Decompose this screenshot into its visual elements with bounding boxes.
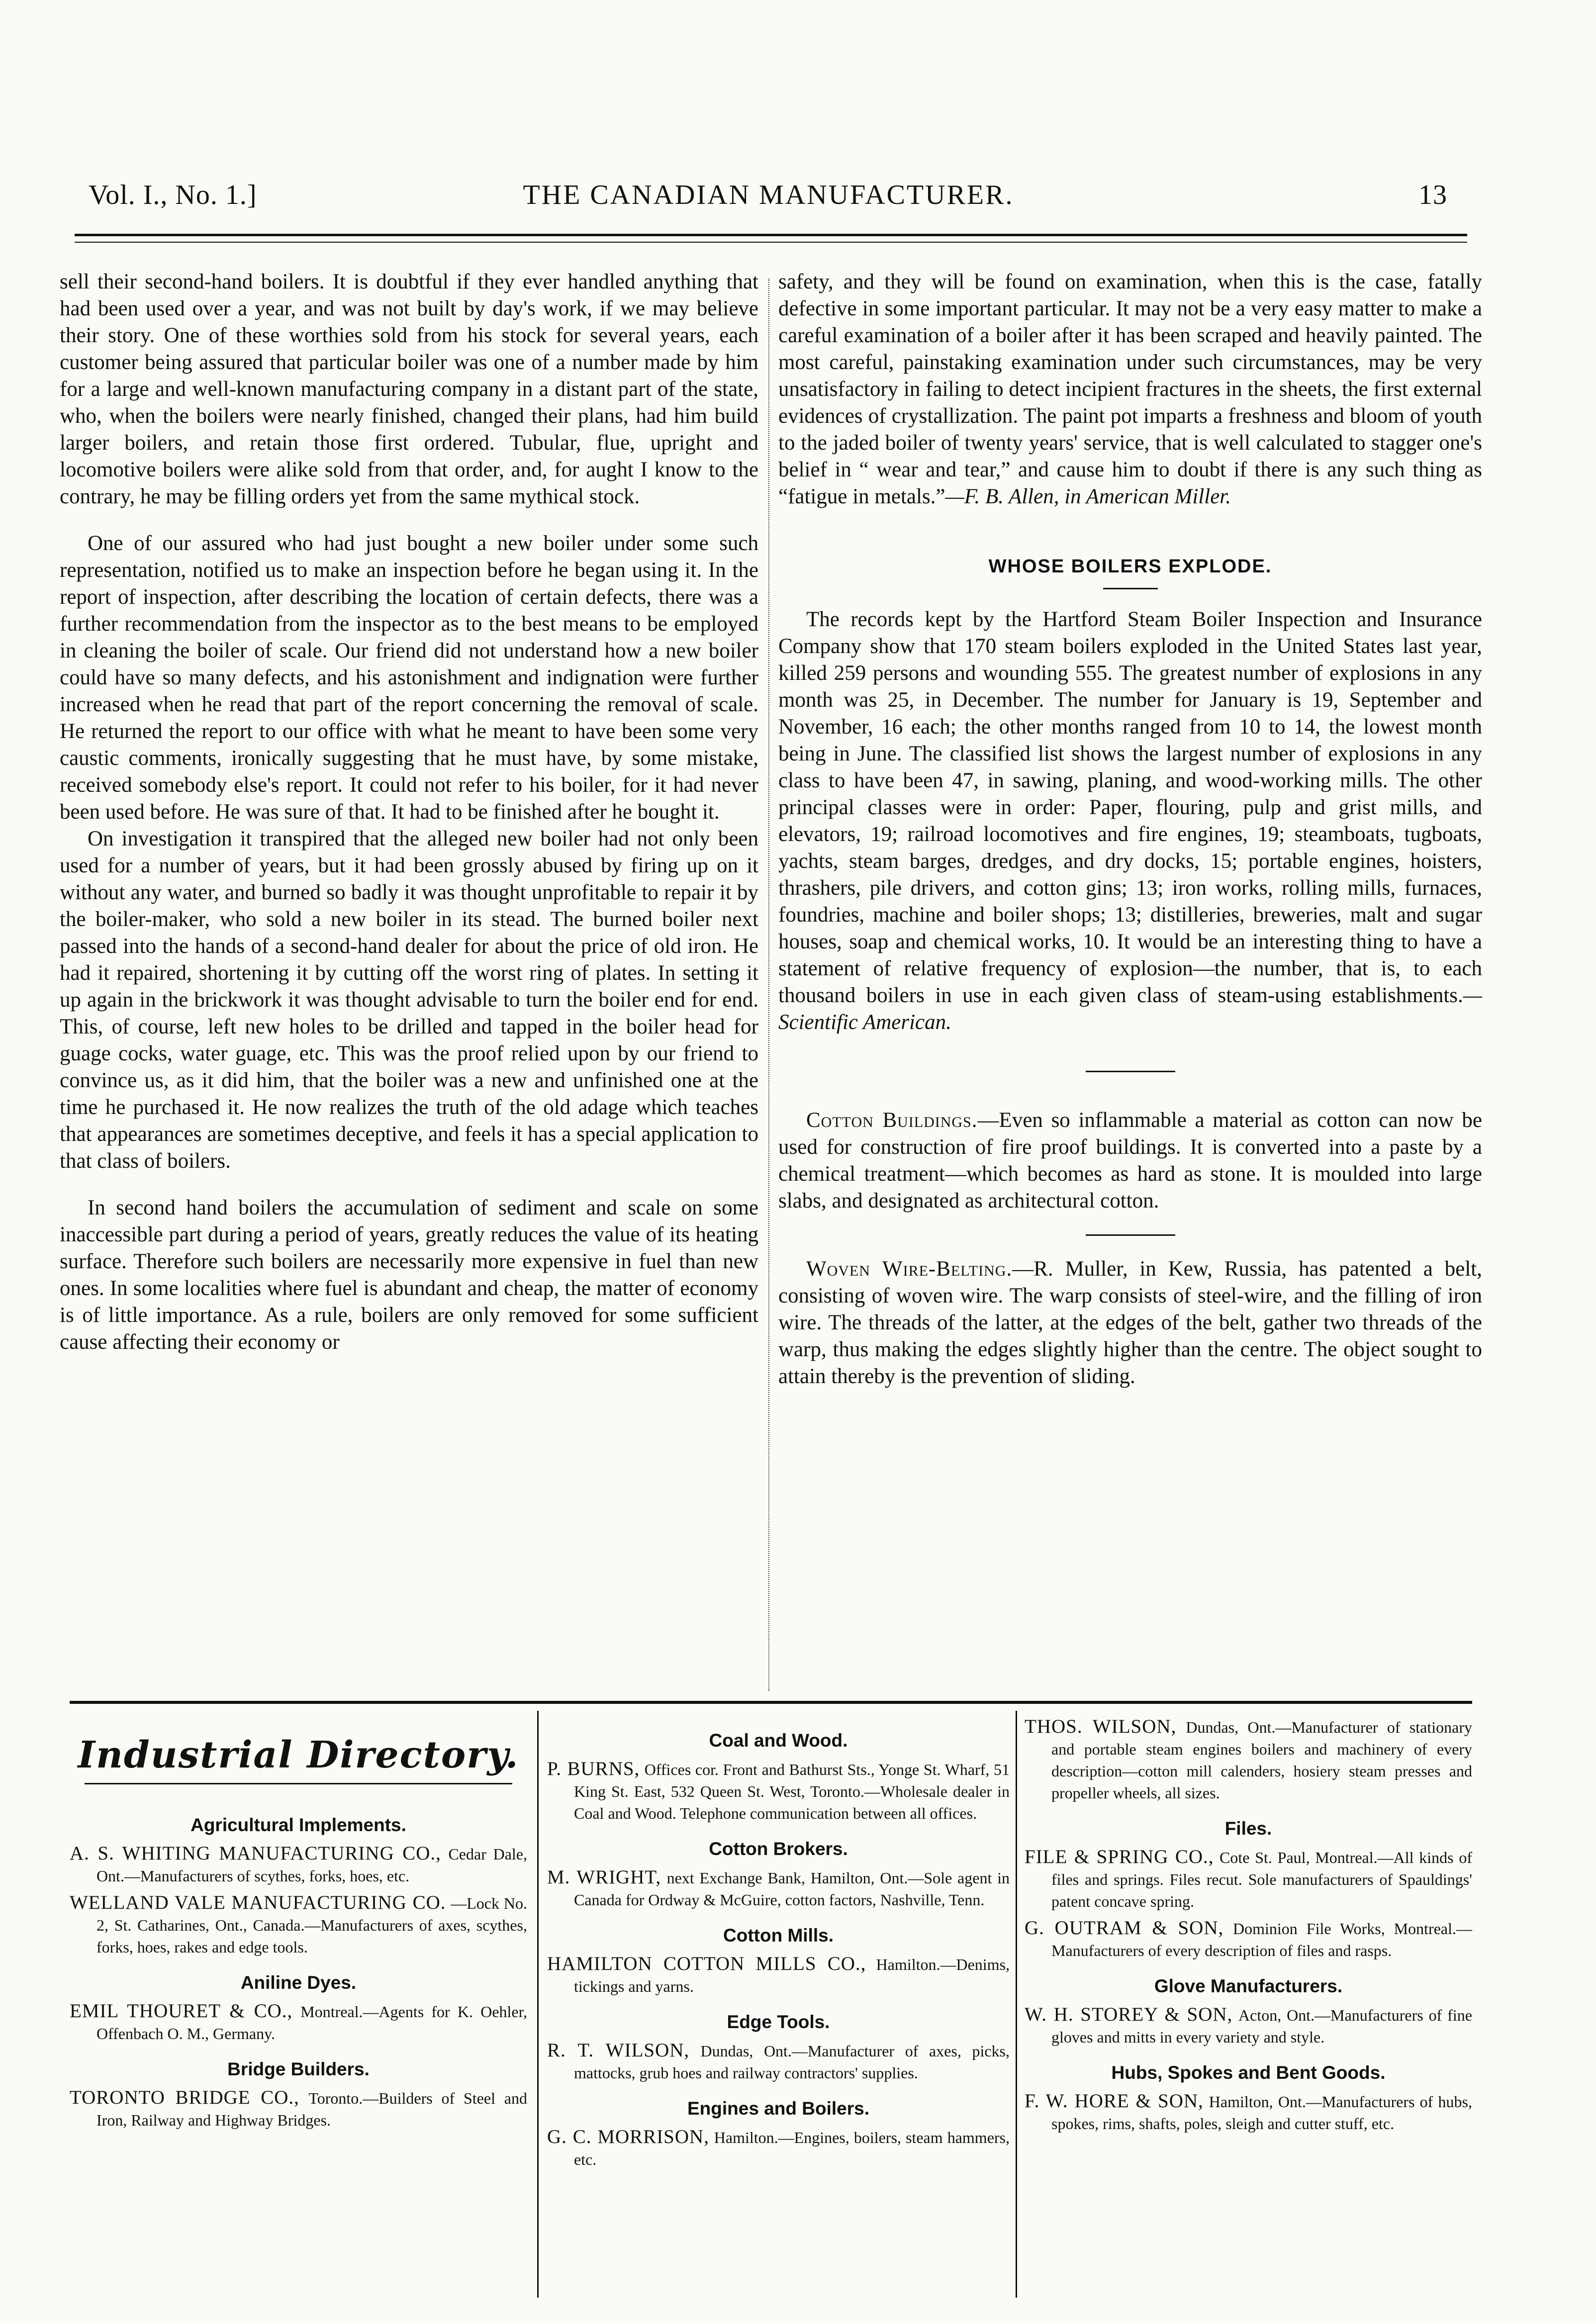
directory-entry [1025,2090,1472,2135]
firm-name: TORONTO BRIDGE CO., [70,2087,299,2108]
firm-description: Offices cor. Front and Bathurst Sts., Yonge St. Wharf, 51 King St. East, 532 Queen St. West, Toronto.—Wholesale dealer in Coal and Wood. Telephone communication between all offices. [574,1761,1010,1822]
directory-entry [547,1758,1010,1824]
paragraph: In second hand boilers the accumulation of sediment and scale on some inaccessible part during a period of years, greatly reduces the value of its heating surface. Therefore such boilers are necessarily more expensive in fuel than new ones. In some localities where fuel is abundant and cheap, the matter of economy is of little importance. As a rule, boilers are only removed for some sufficient cause affecting their economy or [60,1196,758,1354]
firm-name: M. WRIGHT, [547,1866,661,1888]
directory-entry [547,2040,1010,2084]
running-header [75,179,1462,219]
firm-name: R. T. WILSON, [547,2040,690,2061]
directory-category: Edge Tools. [727,2012,830,2032]
source-credit: —Scientific American. [778,984,1482,1034]
directory-category: Cotton Mills. [723,1925,834,1946]
firm-description: next Exchange Bank, Hamilton, Ont.—Sole agent in Canada for Ordway & McGuire, cotton factors, Nashville, Tenn. [574,1869,1010,1909]
title-rule [1103,588,1158,589]
directory-category: Aniline Dyes. [240,1972,357,1993]
directory-column-3 [1025,1716,1472,2308]
volume-number: Vol. I., No. 1.] [89,180,257,210]
firm-description: Cote St. Paul, Montreal.—All kinds of files and springs. Files recut. Sole manufacturers of Spauldings' patent concave spring. [1051,1849,1472,1910]
directory-heading-rule [85,1783,512,1784]
firm-description: Hamilton.—Engines, boilers, steam hammers, etc. [574,2129,1010,2168]
paragraph: One of our assured who had just bought a new boiler under some such representation, notified us to make an inspection before he began using it. In the report of inspection, after describing the location of certain defects, there was a further recommendation from the inspector as to the best means to be employed in cleaning the boiler of scale. Our friend did not understand how a new boiler could have so many defects, and his astonishment and indignation were further increased when he read that part of the report concerning the removal of scale. He returned the report to our office with what he meant to have been some very caustic comments, ironically suggesting that he must have, by some mistake, received somebody else's report. It could not refer to his boiler, for it had never been used before. He was sure of that. It had to be finished after he bought it. [60,532,758,824]
firm-name: THOS. WILSON, [1025,1716,1177,1737]
article-separator [1086,1234,1175,1236]
directory-entry [547,1953,1010,1997]
directory-top-rule [70,1701,1472,1704]
firm-name: WELLAND VALE MANUFACTURING CO. [70,1892,446,1913]
page-number: 13 [1418,180,1447,210]
firm-description: Hamilton, Ont.—Manufacturers of hubs, spokes, rims, shafts, poles, sleigh and cutter stuff, etc. [1051,2093,1473,2133]
directory-entry [70,1843,527,1887]
paragraph-text: safety, and they will be found on examination, when this is the case, fatally defective in some important particular. It may not be a very easy matter to make a careful examination of a boiler after it has been scraped and heavily painted. The most careful, painstaking examination under such circumstances, may be very unsatisfactory in failing to detect incipient fractures in the sheets, the first external evidences of crystallization. The paint pot imparts a freshness and bloom of youth to the jaded boiler of twenty years' service, that is well calculated to stagger one's belief in “ wear and tear,” and cause him to doubt if there is any such thing as “fatigue in metals.” [778,270,1482,508]
paragraph [778,1107,1482,1214]
directory-heading: Industrial Directory. [78,1734,519,1776]
firm-name: F. W. HORE & SON, [1025,2090,1204,2112]
paragraph [778,606,1482,1036]
directory-category: Hubs, Spokes and Bent Goods. [1111,2062,1386,2083]
directory-column-separator [537,1711,539,2298]
firm-description: —Lock No. 2, St. Catharines, Ont., Canada.—Manufacturers of axes, scythes, forks, hoes, rakes and edge tools. [96,1894,528,1956]
firm-description: Dominion File Works, Montreal.—Manufacturers of every description of files and rasps. [1051,1920,1473,1959]
firm-name: W. H. STOREY & SON, [1025,2004,1233,2025]
directory-category: Cotton Brokers. [709,1839,848,1859]
article-title: WHOSE BOILERS EXPLODE. [988,556,1272,577]
firm-description: Dundas, Ont.—Manufacturer of axes, picks, mattocks, grub hoes and railway contractors' supplies. [574,2042,1010,2082]
directory-category: Agricultural Implements. [190,1815,406,1835]
directory-category: Glove Manufacturers. [1154,1976,1343,1996]
directory-column-separator [1016,1711,1017,2298]
article-separator [1086,1071,1175,1072]
directory-category: Files. [1224,1818,1272,1839]
firm-name: EMIL THOURET & CO., [70,2000,293,2022]
publication-title: THE CANADIAN MANUFACTURER. [523,180,1014,210]
source-credit: —F. B. Allen, in American Miller. [945,485,1231,508]
directory-entry [70,2000,527,2044]
firm-name: G. C. MORRISON, [547,2126,709,2147]
directory-entry [1025,1917,1472,1961]
directory-entry [547,1866,1010,1911]
firm-description: Cedar Dale, Ont.—Manufacturers of scythes, forks, hoes, etc. [96,1845,528,1885]
firm-description: Hamilton.—Denims, tickings and yarns. [574,1955,1010,1995]
directory-entry [70,2087,527,2131]
directory-column-1 [70,1716,527,2308]
paragraph: On investigation it transpired that the alleged new boiler had not only been used for a number of years, but it had been grossly abused by firing up on it without any water, and burned so badly it was thought unprofitable to repair it by the boiler-maker, who sold a new boiler in its stead. The burned boiler next passed into the hands of a second-hand dealer for about the price of old iron. He had it repaired, shortening it by cutting off the worst ring of plates. In setting it up again in the brickwork it was thought advisable to turn the boiler end for end. This, of course, left new holes to be drilled and tapped in the boiler head for guage cocks, water guage, etc. This was the proof relied upon by our friend to convince us, as it did him, that the boiler was a new and unfinished one at the time he purchased it. He now realizes the truth of the old adage which teaches that appearances are sometimes deceptive, and feels it has a special application to that class of boilers. [60,827,758,1173]
directory-category: Coal and Wood. [709,1730,848,1751]
directory-entry [1025,2004,1472,2048]
header-rule-bottom [75,242,1467,243]
firm-name: FILE & SPRING CO., [1025,1846,1214,1867]
directory-list [70,1814,527,2131]
paragraph: sell their second-hand boilers. It is doubtful if they ever handled anything that had been used over a year, and was not built by day's work, if we may believe their story. One of these worthies sold from his stock for several years, each customer being assured that particular boiler was one of a number made by him for a large and well-known manufacturing company in a distant part of the state, who, when the boilers were nearly finished, changed their plans, had him build larger boilers, and retain those first ordered. Tubular, flue, upright and locomotive boilers were alike sold from that order, and, for aught I know to the contrary, he may be filling orders yet from the same mythical stock. [60,270,758,508]
directory-entry [1025,1846,1472,1912]
firm-name: P. BURNS, [547,1758,640,1779]
firm-name: A. S. WHITING MANUFACTURING CO., [70,1843,441,1864]
directory-column-2 [547,1716,1010,2308]
firm-description: Montreal.—Agents for K. Oehler, Offenbach O. M., Germany. [96,2003,528,2043]
directory-category: Bridge Builders. [227,2059,370,2079]
directory-entry [547,2126,1010,2170]
firm-description: Toronto.—Builders of Steel and Iron, Railway and Highway Bridges. [96,2089,528,2129]
paragraph-text: The records kept by the Hartford Steam Boiler Inspection and Insurance Company show that 170 steam boilers exploded in the United States last year, killed 259 persons and wounding 555. The greatest number of explosions in any month was 25, in December. The number for January is 19, September and November, 16 each; the other months ranged from 10 to 14, the lowest month being in June. The classified list shows the largest number of explosions in any class to have been 47, in sawing, planing, and wood-working mills. The other principal classes were in order: Paper, flouring, pulp and grist mills, and elevators, 19; railroad locomotives and fire engines, 19; steamboats, tugboats, yachts, steam barges, dredges, and dry docks, 15; portable engines, hoisters, thrashers, pile drivers, and cotton gins; 13; iron works, rolling mills, furnaces, foundries, machine and boiler shops; 13; distilleries, breweries, malt and sugar houses, soap and chemical works, 10. It would be an interesting thing to have a statement of relative frequency of explosion—the number, that is, to each thousand boilers in use in each given class of steam-using establishments. [778,608,1482,1007]
directory-category: Engines and Boilers. [687,2098,869,2119]
paragraph [778,269,1482,510]
item-heading: Woven Wire-Belting. [806,1257,1013,1281]
paragraph-text: —R. Muller, in Kew, Russia, has patented a belt, consisting of woven wire. The warp consists of steel-wire, and the filling of iron wire. The threads of the latter, at the edges of the belt, gather two threads of the warp, thus making the edges slightly higher than the centre. The object sought to attain thereby is the prevention of sliding. [778,1257,1482,1388]
firm-description: Dundas, Ont.—Manufacturer of stationary and portable steam engines boilers and machinery of every description—cotton mill calenders, hosiery steam presses and propeller wheels, all sizes. [1051,1718,1472,1802]
directory-list [547,1730,1010,2170]
paragraph [778,1256,1482,1390]
firm-name: HAMILTON COTTON MILLS CO., [547,1953,866,1974]
right-column [778,269,1482,1686]
left-column [60,269,758,1686]
directory-list [1025,1716,1472,2135]
column-separator [768,279,769,1691]
firm-name: G. OUTRAM & SON, [1025,1917,1224,1939]
firm-description: Acton, Ont.—Manufacturers of fine gloves and mitts in every variety and style. [1051,2006,1473,2046]
paragraph-text: —Even so inflammable a material as cotton can now be used for construction of fire proof buildings. It is converted into a paste by a chemical treatment—which becomes as hard as stone. It is moulded into large slabs, and designated as architectural cotton. [778,1109,1483,1212]
directory-entry [1025,1716,1472,1804]
directory-entry [70,1892,527,1958]
item-heading: Cotton Buildings. [806,1109,978,1132]
header-rule-top [75,234,1467,236]
